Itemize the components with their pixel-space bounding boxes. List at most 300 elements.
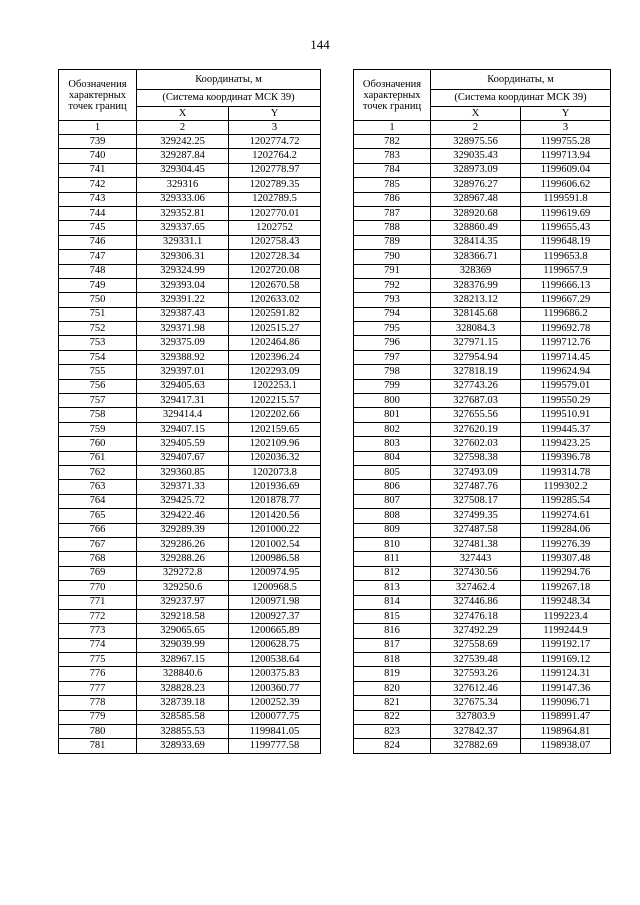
x-coord-cell: 327462.4 — [431, 581, 521, 595]
point-id-cell: 824 — [354, 739, 431, 753]
point-id-cell: 803 — [354, 437, 431, 451]
header-x-label: X — [137, 107, 229, 121]
point-id-cell: 746 — [59, 235, 137, 249]
point-id-cell: 781 — [59, 739, 137, 753]
point-id-cell: 787 — [354, 206, 431, 220]
table-row — [354, 350, 611, 364]
header-coords-label: Координаты, м — [137, 70, 321, 90]
x-coord-cell: 327598.38 — [431, 451, 521, 465]
x-coord-cell: 327612.46 — [431, 681, 521, 695]
x-coord-cell: 329250.6 — [137, 581, 229, 595]
point-id-cell: 758 — [59, 408, 137, 422]
y-coord-cell: 1202728.34 — [229, 250, 321, 264]
x-coord-cell: 328920.68 — [431, 206, 521, 220]
point-id-cell: 743 — [59, 192, 137, 206]
table-row — [354, 394, 611, 408]
header-col-num: 2 — [137, 121, 229, 135]
table-body-right — [354, 135, 611, 754]
x-coord-cell: 328967.15 — [137, 653, 229, 667]
point-id-cell: 786 — [354, 192, 431, 206]
table-row — [354, 725, 611, 739]
y-coord-cell: 1199619.69 — [521, 206, 611, 220]
x-coord-cell: 327971.15 — [431, 336, 521, 350]
table-row — [354, 135, 611, 149]
point-id-cell: 795 — [354, 322, 431, 336]
x-coord-cell: 328975.56 — [431, 135, 521, 149]
y-coord-cell: 1202253.1 — [229, 379, 321, 393]
y-coord-cell: 1200252.39 — [229, 696, 321, 710]
header-col-num: 3 — [521, 121, 611, 135]
y-coord-cell: 1199841.05 — [229, 725, 321, 739]
y-coord-cell: 1199777.58 — [229, 739, 321, 753]
x-coord-cell: 327842.37 — [431, 725, 521, 739]
y-coord-cell: 1199606.62 — [521, 178, 611, 192]
header-point-label: Обозначения характерных точек границ — [354, 70, 431, 121]
x-coord-cell: 327593.26 — [431, 667, 521, 681]
x-coord-cell: 329324.99 — [137, 264, 229, 278]
x-coord-cell: 329414.4 — [137, 408, 229, 422]
point-id-cell: 776 — [59, 667, 137, 681]
x-coord-cell: 329407.15 — [137, 422, 229, 436]
point-id-cell: 760 — [59, 437, 137, 451]
point-id-cell: 798 — [354, 365, 431, 379]
y-coord-cell: 1199445.37 — [521, 422, 611, 436]
table-row — [354, 480, 611, 494]
table-row — [59, 135, 321, 149]
header-x-label: X — [431, 107, 521, 121]
table-row — [59, 480, 321, 494]
point-id-cell: 783 — [354, 149, 431, 163]
y-coord-cell: 1200077.75 — [229, 710, 321, 724]
point-id-cell: 806 — [354, 480, 431, 494]
x-coord-cell: 329360.85 — [137, 465, 229, 479]
x-coord-cell: 329304.45 — [137, 163, 229, 177]
point-id-cell: 823 — [354, 725, 431, 739]
point-id-cell: 799 — [354, 379, 431, 393]
header-col-num: 1 — [354, 121, 431, 135]
y-coord-cell: 1199307.48 — [521, 552, 611, 566]
table-row — [354, 221, 611, 235]
x-coord-cell: 328213.12 — [431, 293, 521, 307]
table-row — [354, 609, 611, 623]
y-coord-cell: 1199396.78 — [521, 451, 611, 465]
table-row — [354, 235, 611, 249]
point-id-cell: 752 — [59, 322, 137, 336]
point-id-cell: 810 — [354, 537, 431, 551]
x-coord-cell: 328828.23 — [137, 681, 229, 695]
y-coord-cell: 1199124.31 — [521, 667, 611, 681]
table-row — [354, 624, 611, 638]
table-row — [354, 494, 611, 508]
x-coord-cell: 329387.43 — [137, 307, 229, 321]
x-coord-cell: 327492.29 — [431, 624, 521, 638]
point-id-cell: 759 — [59, 422, 137, 436]
y-coord-cell: 1199714.45 — [521, 350, 611, 364]
table-row — [59, 178, 321, 192]
y-coord-cell: 1199294.76 — [521, 566, 611, 580]
point-id-cell: 813 — [354, 581, 431, 595]
x-coord-cell: 329371.98 — [137, 322, 229, 336]
x-coord-cell: 329337.65 — [137, 221, 229, 235]
x-coord-cell: 329039.99 — [137, 638, 229, 652]
point-id-cell: 754 — [59, 350, 137, 364]
table-row — [354, 149, 611, 163]
y-coord-cell: 1199223.4 — [521, 609, 611, 623]
y-coord-cell: 1198991.47 — [521, 710, 611, 724]
point-id-cell: 796 — [354, 336, 431, 350]
coordinates-table-left — [58, 69, 321, 754]
table-row — [354, 293, 611, 307]
x-coord-cell: 327430.56 — [431, 566, 521, 580]
y-coord-cell: 1199686.2 — [521, 307, 611, 321]
point-id-cell: 782 — [354, 135, 431, 149]
point-id-cell: 794 — [354, 307, 431, 321]
point-id-cell: 744 — [59, 206, 137, 220]
y-coord-cell: 1202591.82 — [229, 307, 321, 321]
point-id-cell: 797 — [354, 350, 431, 364]
table-row — [59, 235, 321, 249]
table-row — [59, 221, 321, 235]
table-row — [59, 667, 321, 681]
point-id-cell: 769 — [59, 566, 137, 580]
x-coord-cell: 329306.31 — [137, 250, 229, 264]
x-coord-cell: 327818.19 — [431, 365, 521, 379]
table-row — [354, 667, 611, 681]
x-coord-cell: 329407.67 — [137, 451, 229, 465]
header-col-num: 3 — [229, 121, 321, 135]
y-coord-cell: 1199248.34 — [521, 595, 611, 609]
x-coord-cell: 329035.43 — [431, 149, 521, 163]
table-row — [59, 206, 321, 220]
x-coord-cell: 327687.03 — [431, 394, 521, 408]
coordinates-table-right — [353, 69, 611, 754]
point-id-cell: 792 — [354, 278, 431, 292]
y-coord-cell: 1201878.77 — [229, 494, 321, 508]
point-id-cell: 822 — [354, 710, 431, 724]
x-coord-cell: 327620.19 — [431, 422, 521, 436]
point-id-cell: 745 — [59, 221, 137, 235]
point-id-cell: 809 — [354, 523, 431, 537]
y-coord-cell: 1200360.77 — [229, 681, 321, 695]
x-coord-cell: 329375.09 — [137, 336, 229, 350]
y-coord-cell: 1202770.01 — [229, 206, 321, 220]
x-coord-cell: 327487.76 — [431, 480, 521, 494]
point-id-cell: 768 — [59, 552, 137, 566]
y-coord-cell: 1201936.69 — [229, 480, 321, 494]
point-id-cell: 772 — [59, 609, 137, 623]
y-coord-cell: 1199147.36 — [521, 681, 611, 695]
y-coord-cell: 1199579.01 — [521, 379, 611, 393]
table-row — [59, 451, 321, 465]
table-row — [59, 163, 321, 177]
y-coord-cell: 1200927.37 — [229, 609, 321, 623]
table-row — [59, 422, 321, 436]
y-coord-cell: 1199276.39 — [521, 537, 611, 551]
y-coord-cell: 1199302.2 — [521, 480, 611, 494]
table-row — [354, 278, 611, 292]
x-coord-cell: 327602.03 — [431, 437, 521, 451]
y-coord-cell: 1199510.91 — [521, 408, 611, 422]
page-number: 144 — [310, 37, 330, 52]
table-row — [59, 552, 321, 566]
point-id-cell: 753 — [59, 336, 137, 350]
x-coord-cell: 329218.58 — [137, 609, 229, 623]
point-id-cell: 821 — [354, 696, 431, 710]
point-id-cell: 815 — [354, 609, 431, 623]
x-coord-cell: 327803.9 — [431, 710, 521, 724]
table-row — [354, 509, 611, 523]
header-y-label: Y — [229, 107, 321, 121]
point-id-cell: 764 — [59, 494, 137, 508]
table-row — [354, 422, 611, 436]
header-system-label: (Система координат МСК 39) — [137, 90, 321, 107]
table-row — [59, 581, 321, 595]
y-coord-cell: 1199423.25 — [521, 437, 611, 451]
table-row — [354, 653, 611, 667]
y-coord-cell: 1199713.94 — [521, 149, 611, 163]
y-coord-cell: 1202396.24 — [229, 350, 321, 364]
x-coord-cell: 329405.63 — [137, 379, 229, 393]
table-row — [354, 206, 611, 220]
table-row — [354, 566, 611, 580]
table-row — [59, 465, 321, 479]
y-coord-cell: 1199653.8 — [521, 250, 611, 264]
table-row — [59, 509, 321, 523]
y-coord-cell: 1200665.89 — [229, 624, 321, 638]
y-coord-cell: 1200974.95 — [229, 566, 321, 580]
point-id-cell: 816 — [354, 624, 431, 638]
table-row — [354, 250, 611, 264]
x-coord-cell: 329352.81 — [137, 206, 229, 220]
table-row — [59, 739, 321, 753]
x-coord-cell: 327446.86 — [431, 595, 521, 609]
point-id-cell: 800 — [354, 394, 431, 408]
y-coord-cell: 1199755.28 — [521, 135, 611, 149]
y-coord-cell: 1199657.9 — [521, 264, 611, 278]
table-row — [354, 178, 611, 192]
x-coord-cell: 327443 — [431, 552, 521, 566]
y-coord-cell: 1199096.71 — [521, 696, 611, 710]
y-coord-cell: 1199284.06 — [521, 523, 611, 537]
x-coord-cell: 327558.69 — [431, 638, 521, 652]
x-coord-cell: 328585.58 — [137, 710, 229, 724]
table-row — [354, 451, 611, 465]
y-coord-cell: 1199667.29 — [521, 293, 611, 307]
point-id-cell: 804 — [354, 451, 431, 465]
header-system-label: (Система координат МСК 39) — [431, 90, 611, 107]
x-coord-cell: 327882.69 — [431, 739, 521, 753]
x-coord-cell: 327476.18 — [431, 609, 521, 623]
point-id-cell: 793 — [354, 293, 431, 307]
point-id-cell: 751 — [59, 307, 137, 321]
table-row — [59, 494, 321, 508]
point-id-cell: 761 — [59, 451, 137, 465]
y-coord-cell: 1199712.76 — [521, 336, 611, 350]
x-coord-cell: 328739.18 — [137, 696, 229, 710]
y-coord-cell: 1202752 — [229, 221, 321, 235]
table-row — [59, 566, 321, 580]
table-row — [354, 365, 611, 379]
table-row — [59, 537, 321, 551]
y-coord-cell: 1201420.56 — [229, 509, 321, 523]
table-row — [354, 163, 611, 177]
x-coord-cell: 327508.17 — [431, 494, 521, 508]
x-coord-cell: 329393.04 — [137, 278, 229, 292]
table-row — [354, 638, 611, 652]
table-row — [59, 653, 321, 667]
y-coord-cell: 1199648.19 — [521, 235, 611, 249]
x-coord-cell: 328855.53 — [137, 725, 229, 739]
y-coord-cell: 1202293.09 — [229, 365, 321, 379]
header-point-label: Обозначения характерных точек границ — [59, 70, 137, 121]
point-id-cell: 785 — [354, 178, 431, 192]
point-id-cell: 790 — [354, 250, 431, 264]
table-row — [59, 149, 321, 163]
x-coord-cell: 327743.26 — [431, 379, 521, 393]
point-id-cell: 766 — [59, 523, 137, 537]
point-id-cell: 765 — [59, 509, 137, 523]
point-id-cell: 771 — [59, 595, 137, 609]
point-id-cell: 819 — [354, 667, 431, 681]
y-coord-cell: 1199169.12 — [521, 653, 611, 667]
x-coord-cell: 329289.39 — [137, 523, 229, 537]
x-coord-cell: 329425.72 — [137, 494, 229, 508]
y-coord-cell: 1199666.13 — [521, 278, 611, 292]
x-coord-cell: 329417.31 — [137, 394, 229, 408]
x-coord-cell: 329388.92 — [137, 350, 229, 364]
point-id-cell: 770 — [59, 581, 137, 595]
table-row — [59, 350, 321, 364]
x-coord-cell: 328967.48 — [431, 192, 521, 206]
y-coord-cell: 1202633.02 — [229, 293, 321, 307]
y-coord-cell: 1199314.78 — [521, 465, 611, 479]
x-coord-cell: 329391.22 — [137, 293, 229, 307]
y-coord-cell: 1202073.8 — [229, 465, 321, 479]
y-coord-cell: 1200375.83 — [229, 667, 321, 681]
point-id-cell: 749 — [59, 278, 137, 292]
table-row — [354, 465, 611, 479]
table-row — [59, 379, 321, 393]
x-coord-cell: 328376.99 — [431, 278, 521, 292]
x-coord-cell: 327655.56 — [431, 408, 521, 422]
x-coord-cell: 328369 — [431, 264, 521, 278]
x-coord-cell: 329286.26 — [137, 537, 229, 551]
x-coord-cell: 327499.35 — [431, 509, 521, 523]
y-coord-cell: 1199591.8 — [521, 192, 611, 206]
y-coord-cell: 1202515.27 — [229, 322, 321, 336]
x-coord-cell: 327493.09 — [431, 465, 521, 479]
point-id-cell: 811 — [354, 552, 431, 566]
point-id-cell: 780 — [59, 725, 137, 739]
y-coord-cell: 1199550.29 — [521, 394, 611, 408]
point-id-cell: 750 — [59, 293, 137, 307]
point-id-cell: 775 — [59, 653, 137, 667]
y-coord-cell: 1202720.08 — [229, 264, 321, 278]
point-id-cell: 791 — [354, 264, 431, 278]
table-row — [59, 307, 321, 321]
y-coord-cell: 1202109.96 — [229, 437, 321, 451]
table-row — [354, 523, 611, 537]
table-row — [59, 336, 321, 350]
y-coord-cell: 1199609.04 — [521, 163, 611, 177]
y-coord-cell: 1202202.66 — [229, 408, 321, 422]
table-row — [59, 725, 321, 739]
x-coord-cell: 328840.6 — [137, 667, 229, 681]
table-row — [354, 307, 611, 321]
point-id-cell: 739 — [59, 135, 137, 149]
table-row — [59, 250, 321, 264]
point-id-cell: 802 — [354, 422, 431, 436]
x-coord-cell: 327487.58 — [431, 523, 521, 537]
point-id-cell: 762 — [59, 465, 137, 479]
header-col-num: 1 — [59, 121, 137, 135]
table-row — [59, 365, 321, 379]
x-coord-cell: 328084.3 — [431, 322, 521, 336]
table-row — [354, 379, 611, 393]
x-coord-cell: 329065.65 — [137, 624, 229, 638]
point-id-cell: 788 — [354, 221, 431, 235]
y-coord-cell: 1200538.64 — [229, 653, 321, 667]
x-coord-cell: 329288.26 — [137, 552, 229, 566]
table-row — [354, 537, 611, 551]
point-id-cell: 740 — [59, 149, 137, 163]
x-coord-cell: 329333.06 — [137, 192, 229, 206]
table-row — [354, 437, 611, 451]
point-id-cell: 805 — [354, 465, 431, 479]
y-coord-cell: 1202159.65 — [229, 422, 321, 436]
x-coord-cell: 329316 — [137, 178, 229, 192]
point-id-cell: 789 — [354, 235, 431, 249]
point-id-cell: 807 — [354, 494, 431, 508]
table-row — [354, 336, 611, 350]
point-id-cell: 820 — [354, 681, 431, 695]
table-row — [59, 293, 321, 307]
table-row — [354, 322, 611, 336]
y-coord-cell: 1202764.2 — [229, 149, 321, 163]
point-id-cell: 774 — [59, 638, 137, 652]
x-coord-cell: 328414.35 — [431, 235, 521, 249]
point-id-cell: 778 — [59, 696, 137, 710]
table-row — [354, 264, 611, 278]
table-row — [354, 710, 611, 724]
point-id-cell: 812 — [354, 566, 431, 580]
y-coord-cell: 1199624.94 — [521, 365, 611, 379]
y-coord-cell: 1199244.9 — [521, 624, 611, 638]
y-coord-cell: 1202036.32 — [229, 451, 321, 465]
x-coord-cell: 327954.94 — [431, 350, 521, 364]
point-id-cell: 818 — [354, 653, 431, 667]
table-row — [354, 681, 611, 695]
y-coord-cell: 1202215.57 — [229, 394, 321, 408]
table-row — [59, 278, 321, 292]
header-coords-label: Координаты, м — [431, 70, 611, 90]
table-row — [59, 408, 321, 422]
point-id-cell: 756 — [59, 379, 137, 393]
x-coord-cell: 329272.8 — [137, 566, 229, 580]
table-row — [354, 408, 611, 422]
table-row — [354, 696, 611, 710]
y-coord-cell: 1200628.75 — [229, 638, 321, 652]
x-coord-cell: 328366.71 — [431, 250, 521, 264]
table-row — [354, 595, 611, 609]
point-id-cell: 817 — [354, 638, 431, 652]
y-coord-cell: 1201002.54 — [229, 537, 321, 551]
x-coord-cell: 327539.48 — [431, 653, 521, 667]
y-coord-cell: 1199692.78 — [521, 322, 611, 336]
table-row — [354, 581, 611, 595]
y-coord-cell: 1202778.97 — [229, 163, 321, 177]
x-coord-cell: 328860.49 — [431, 221, 521, 235]
